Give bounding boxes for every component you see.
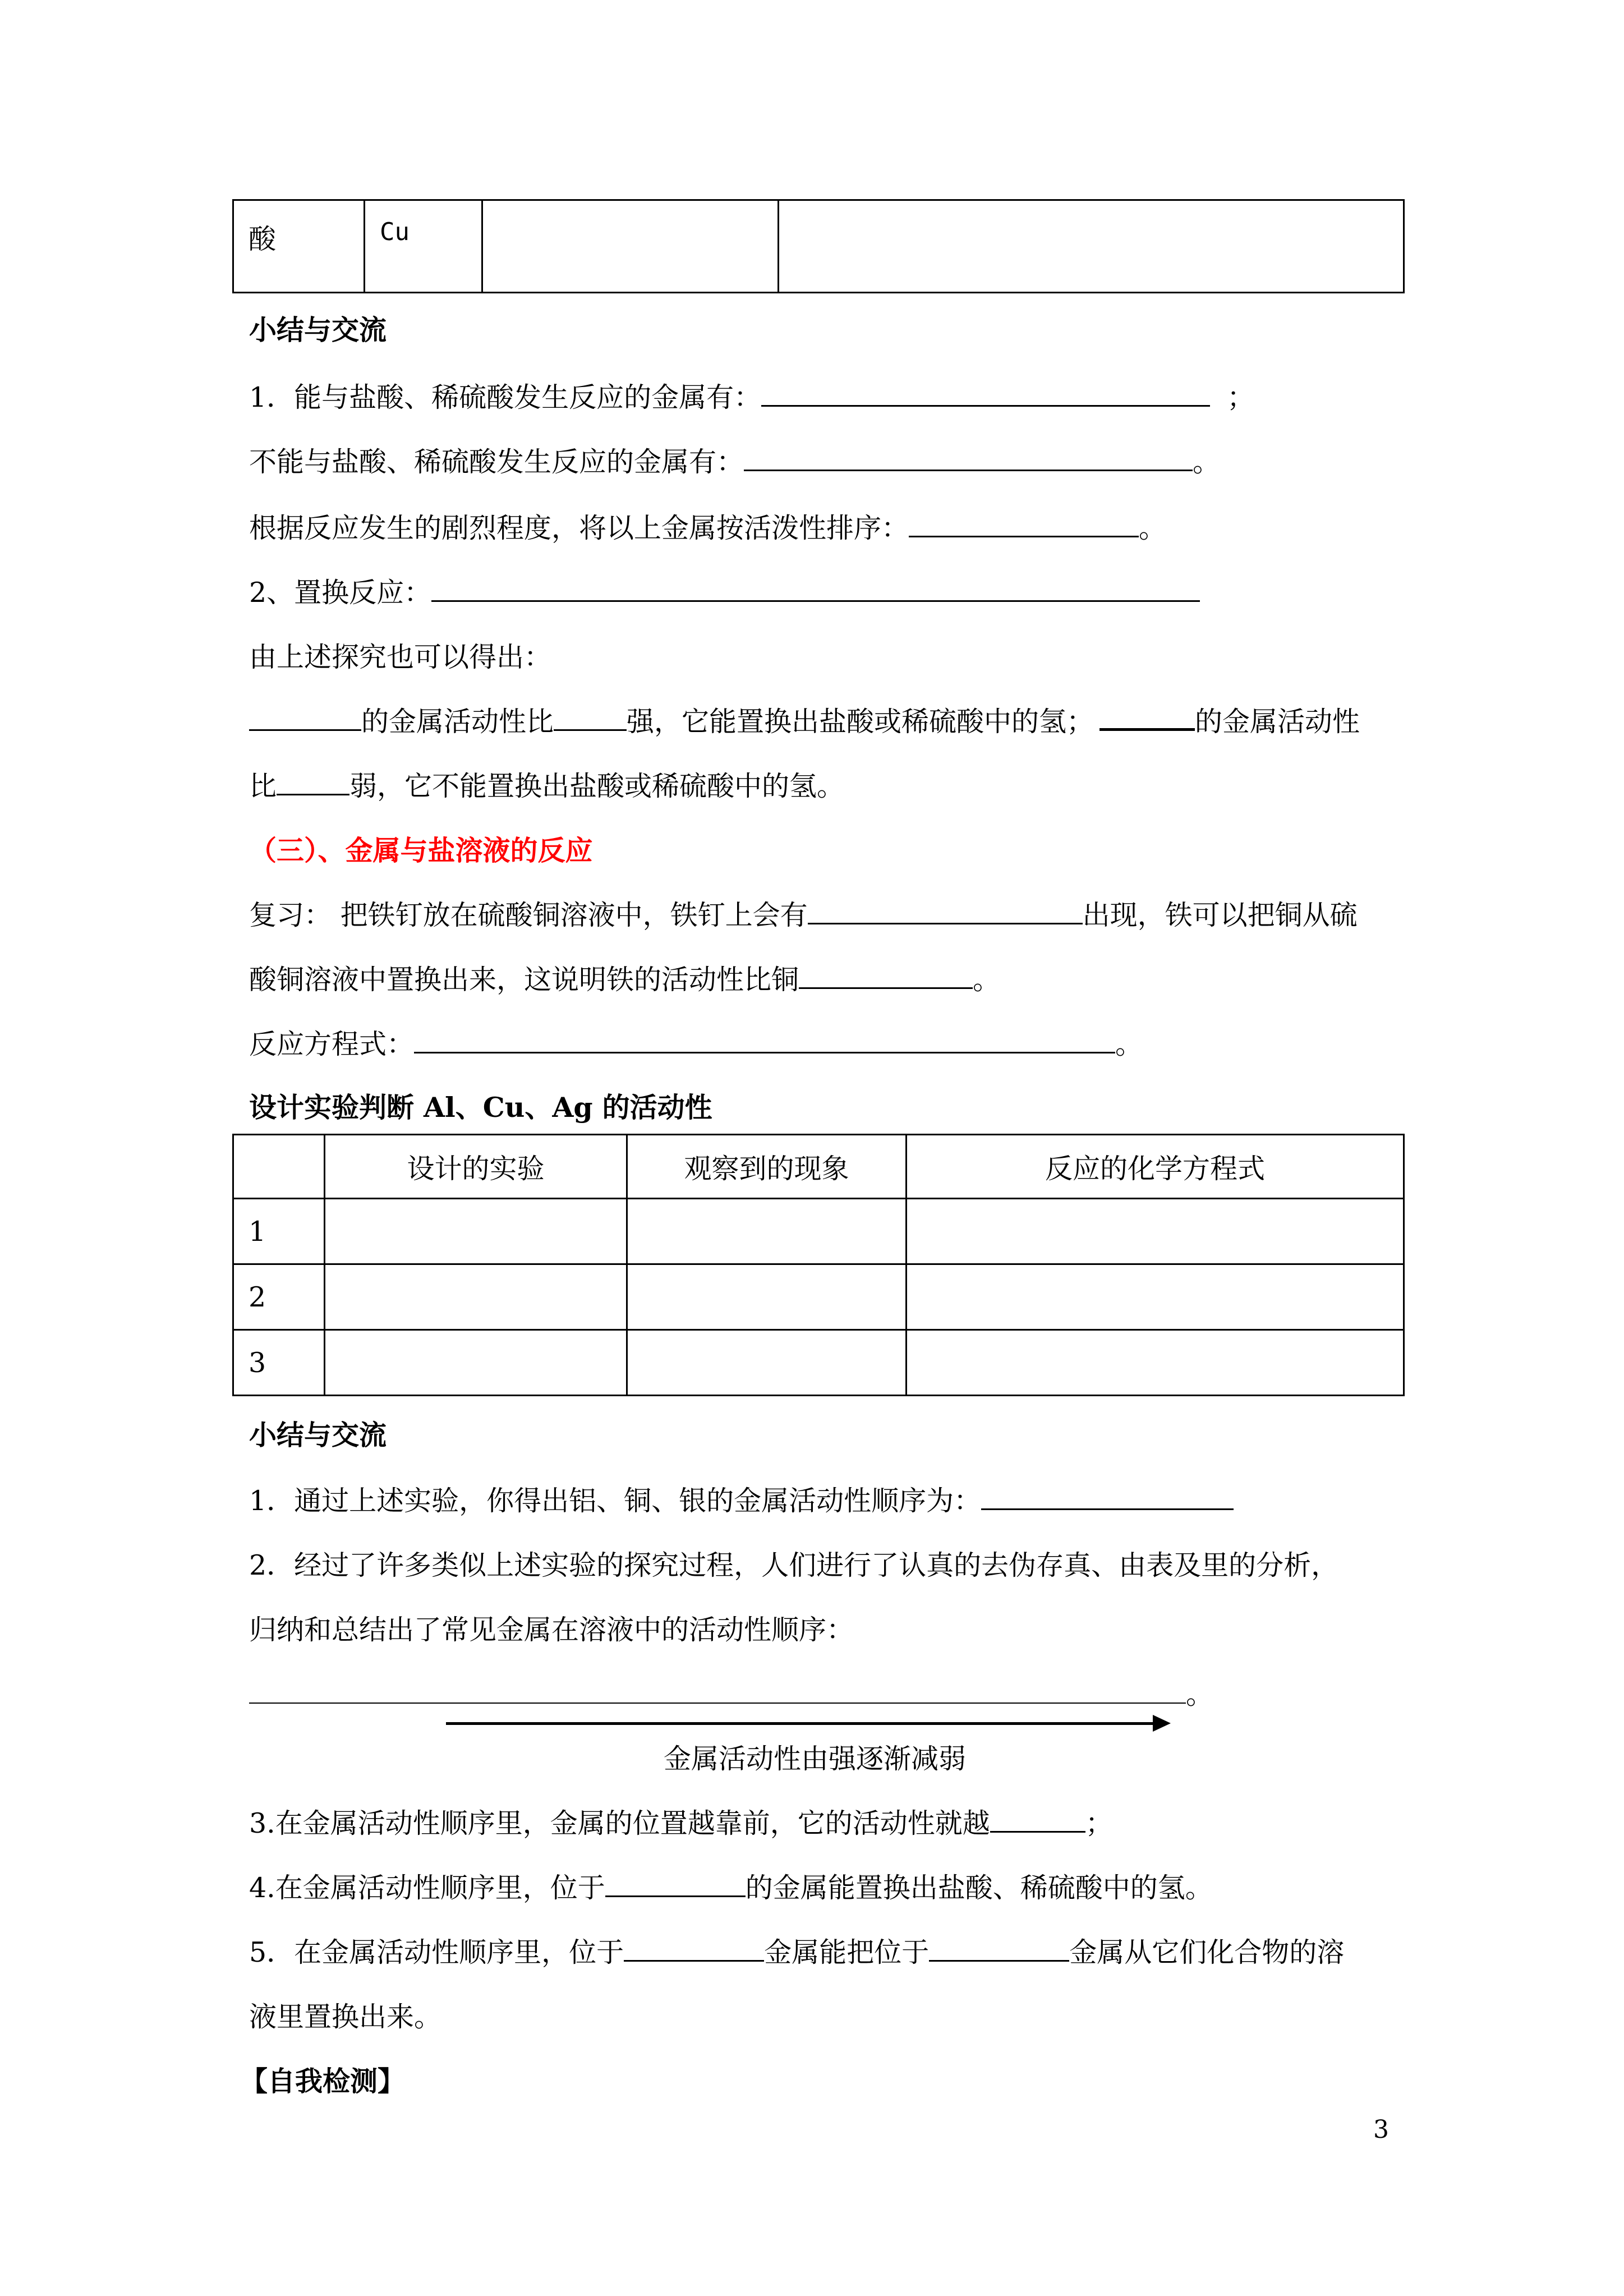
summary-line-6: 的金属活动性比 强，它能置换出盐酸或稀硫酸中的氢； 的金属活动性 (249, 700, 1360, 739)
table-row (233, 1264, 1404, 1330)
page-number: 3 (1373, 2115, 1389, 2144)
answer-blank[interactable] (431, 574, 1200, 602)
summary2-line-1: 1．通过上述实验，你得出铝、铜、银的金属活动性顺序为： (249, 1479, 1234, 1519)
arrow-label: 金属活动性由强逐渐减弱 (664, 1743, 967, 1775)
activity-arrow-line (446, 1722, 1156, 1725)
answer-blank[interactable] (981, 1482, 1234, 1510)
summary-line-4: 2、置换反应： (249, 571, 1200, 610)
review-line-1: 复习： 把铁钉放在硫酸铜溶液中，铁钉上会有 出现，铁可以把铜从硫 (249, 894, 1358, 933)
summary2-line-8: 液里置换出来。 (249, 2001, 442, 2033)
experiment-table (232, 1134, 1405, 1396)
row-number: 3 (233, 1330, 325, 1396)
design-title: 设计实验判断 Al、Cu、Ag 的活动性 (249, 1091, 712, 1124)
table-cell[interactable] (325, 1330, 627, 1396)
review-line-2: 酸铜溶液中置换出来，这说明铁的活动性比铜 。 (249, 958, 1000, 997)
answer-blank[interactable] (990, 1805, 1085, 1833)
summary-line-2: 不能与盐酸、稀硫酸发生反应的金属有： 。 (249, 440, 1220, 480)
table-cell[interactable] (482, 200, 779, 293)
summary-heading: 小结与交流 (249, 314, 387, 346)
equation-line: 反应方程式： 。 (249, 1023, 1143, 1062)
table-cell[interactable] (627, 1199, 907, 1264)
answer-blank[interactable] (249, 703, 361, 731)
summary-line-1: 1．能与盐酸、稀硫酸发生反应的金属有： ； (249, 376, 1254, 415)
answer-blank[interactable] (909, 509, 1139, 537)
table-cell[interactable] (907, 1330, 1404, 1396)
activity-series-line: 。 (249, 1673, 1213, 1712)
table-cell: Cu (365, 200, 482, 293)
header-cell (233, 1135, 325, 1199)
table-cell[interactable] (907, 1264, 1404, 1330)
answer-blank[interactable] (761, 379, 1210, 407)
answer-blank[interactable] (808, 896, 1083, 924)
answer-blank[interactable] (744, 443, 1193, 471)
answer-blank[interactable] (554, 703, 627, 731)
summary2-line-5: 3.在金属活动性顺序里，金属的位置越靠前，它的活动性就越 ； (249, 1802, 1113, 1841)
self-check-heading: 【自我检测】 (240, 2065, 406, 2097)
table-cell: 酸 (233, 200, 365, 293)
table-cell[interactable] (779, 200, 1404, 293)
table-row (233, 200, 1404, 293)
top-table (232, 199, 1405, 293)
table-cell[interactable] (325, 1264, 627, 1330)
table-header-row (233, 1135, 1404, 1199)
answer-blank[interactable] (624, 1934, 764, 1962)
summary-line-5: 由上述探究也可以得出： (249, 641, 552, 673)
row-number: 1 (233, 1199, 325, 1264)
arrow-right-icon (1153, 1715, 1171, 1732)
answer-blank[interactable] (605, 1869, 746, 1897)
table-row (233, 1330, 1404, 1396)
summary2-line-6: 4.在金属活动性顺序里，位于 的金属能置换出盐酸、稀硫酸中的氢。 (249, 1866, 1213, 1906)
header-cell: 观察到的现象 (627, 1135, 907, 1199)
summary2-line-2: 2．经过了许多类似上述实验的探究过程，人们进行了认真的去伪存真、由表及里的分析， (249, 1549, 1339, 1581)
header-cell: 设计的实验 (325, 1135, 627, 1199)
table-cell[interactable] (627, 1330, 907, 1396)
section-title: （三）、金属与盐溶液的反应 (249, 834, 593, 867)
answer-blank[interactable] (414, 1025, 1115, 1053)
answer-blank[interactable] (1099, 702, 1195, 731)
answer-blank[interactable] (799, 961, 973, 989)
answer-blank[interactable] (277, 767, 349, 795)
row-number: 2 (233, 1264, 325, 1330)
summary-line-7: 比 弱，它不能置换出盐酸或稀硫酸中的氢。 (249, 765, 844, 804)
table-cell[interactable] (627, 1264, 907, 1330)
table-row (233, 1199, 1404, 1264)
table-cell[interactable] (325, 1199, 627, 1264)
summary-heading: 小结与交流 (249, 1419, 387, 1451)
summary2-line-7: 5．在金属活动性顺序里，位于 金属能把位于 金属从它们化合物的溶 (249, 1931, 1344, 1970)
summary2-line-3: 归纳和总结出了常见金属在溶液中的活动性顺序： (249, 1614, 854, 1646)
answer-blank[interactable] (249, 1676, 1186, 1704)
table-cell[interactable] (907, 1199, 1404, 1264)
header-cell: 反应的化学方程式 (907, 1135, 1404, 1199)
answer-blank[interactable] (929, 1934, 1069, 1962)
summary-line-3: 根据反应发生的剧烈程度，将以上金属按活泼性排序： 。 (249, 507, 1166, 546)
